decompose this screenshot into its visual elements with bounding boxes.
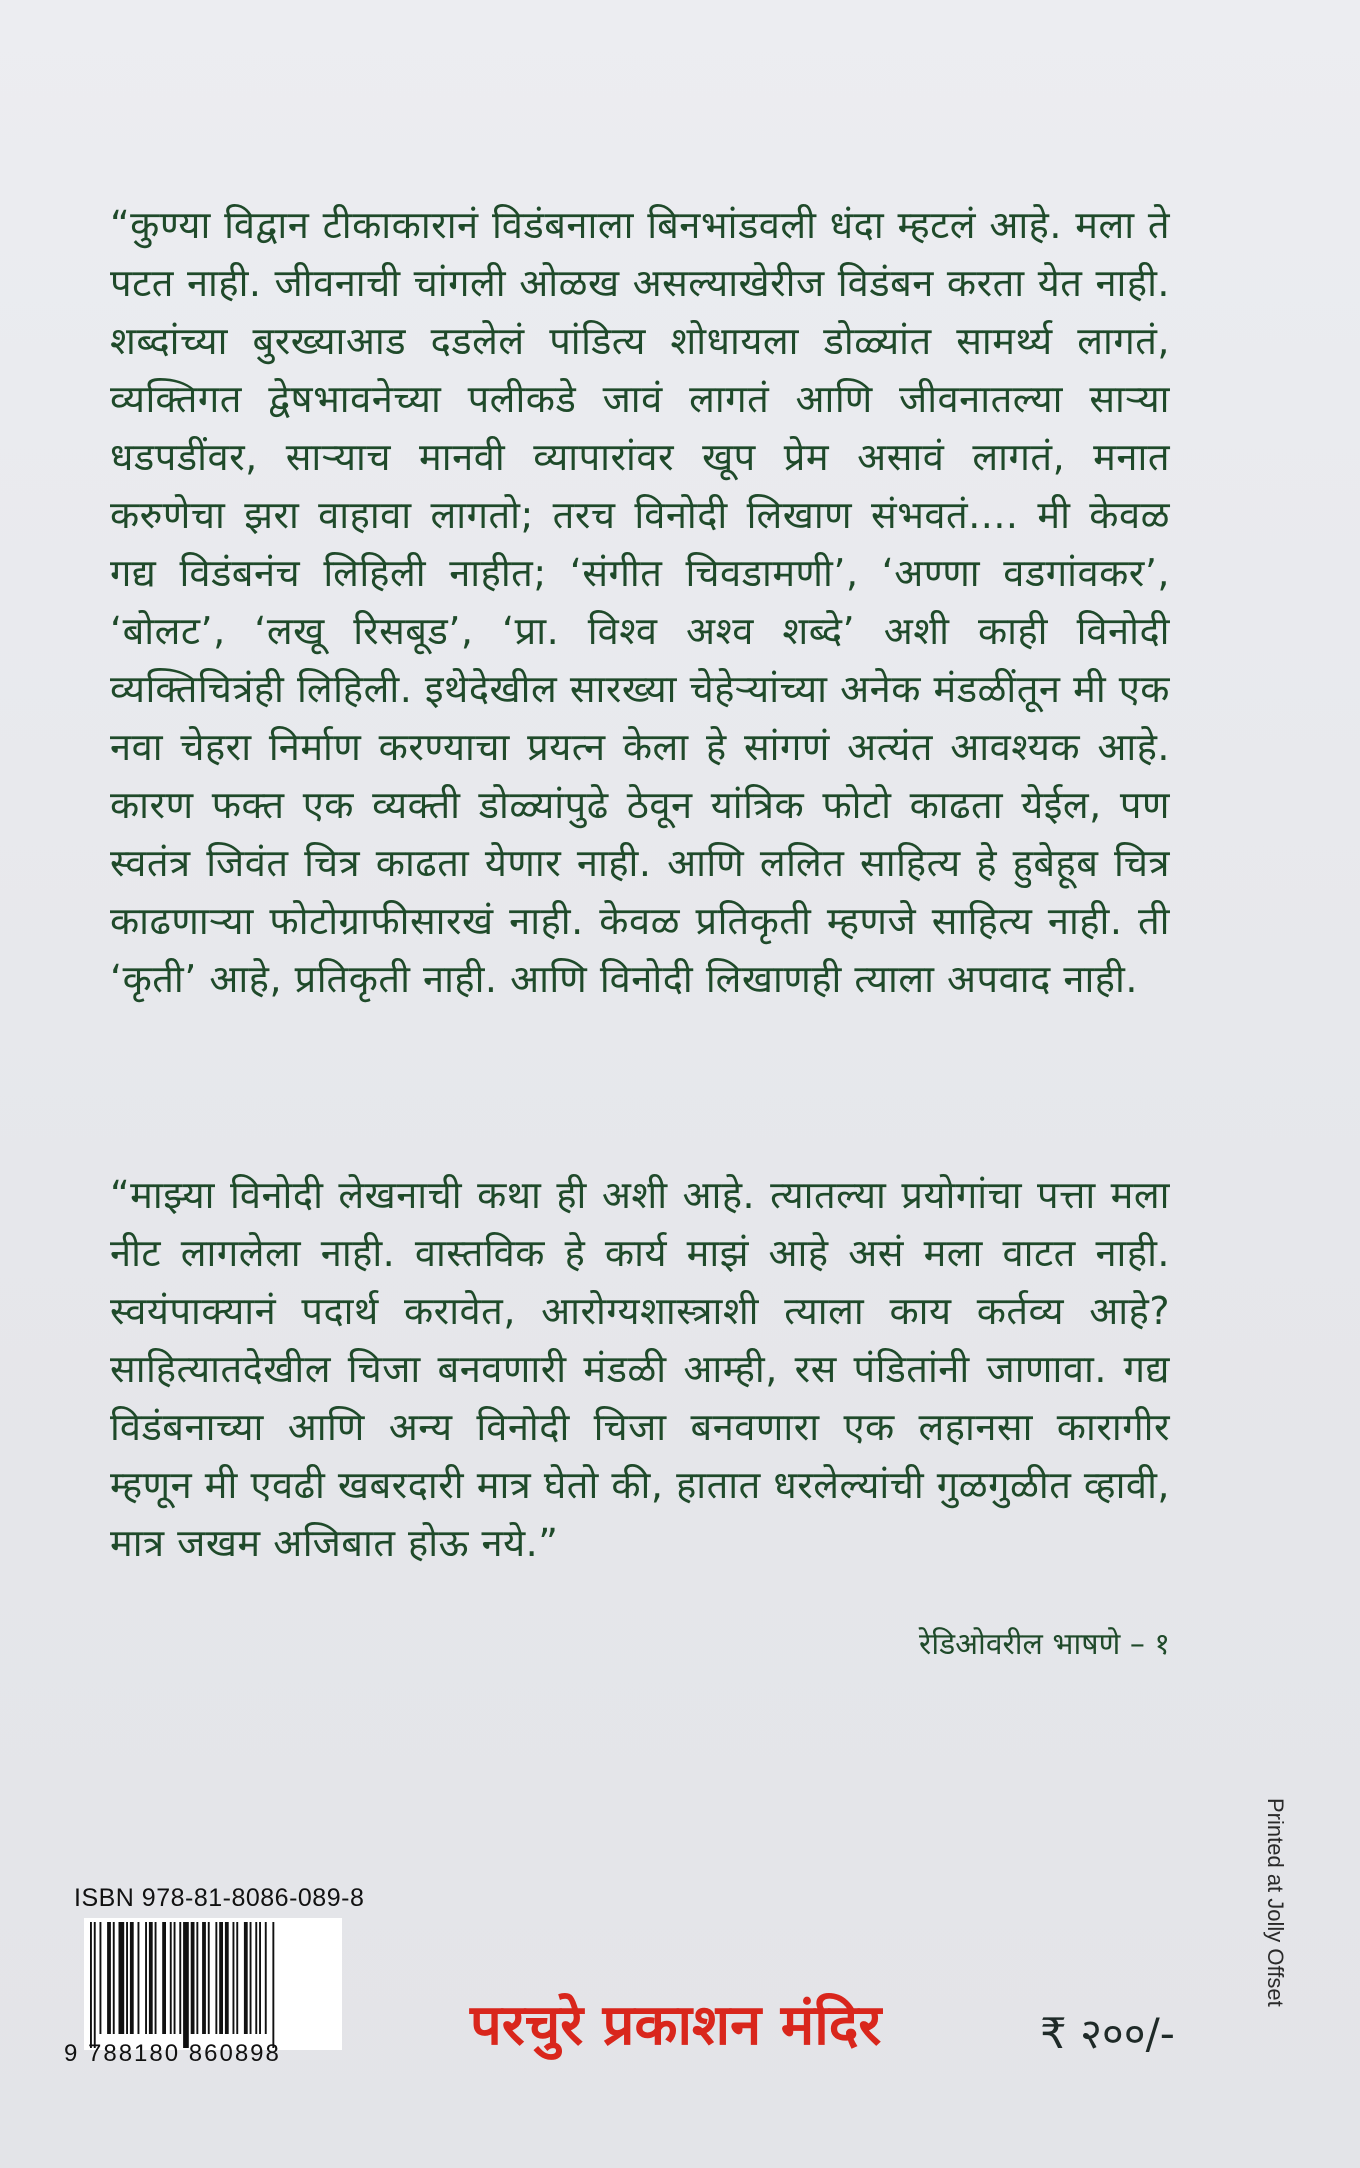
barcode-bar [183,1922,189,2048]
barcode-bar [130,1922,134,2034]
barcode-bar [119,1922,125,2034]
barcode-bar [219,1922,223,2034]
barcode-digits: 9 788180 860898 [64,2040,281,2067]
barcode-bar [202,1922,206,2034]
quote-source: रेडिओवरील भाषणे – १ [919,1627,1170,1662]
barcode-bar [244,1922,248,2034]
barcode-bar [90,1922,92,2048]
barcode-bar [196,1922,198,2034]
printer-credit: Printed at Jolly Offset [1263,1798,1288,2007]
barcode-bar [259,1922,261,2034]
barcode-bar [162,1922,166,2034]
barcode-bar [170,1922,172,2034]
barcode-bar [145,1922,147,2034]
barcode-bar [149,1922,153,2034]
barcode-bar [272,1922,274,2048]
barcode-bar [236,1922,238,2034]
barcode-bar [113,1922,115,2034]
barcode-bar [138,1922,140,2034]
barcode-image [84,1918,342,2050]
publisher-name: परचुरे प्रकाशन मंदिर [470,1993,882,2058]
barcode-bar [255,1922,257,2034]
barcode-bar [155,1922,157,2034]
isbn-label: ISBN 978-81-8086-089-8 [74,1884,365,1912]
barcode-bar [100,1922,102,2034]
barcode-bar [250,1922,252,2034]
barcode-bar [265,1922,267,2034]
barcode-bar [191,1922,195,2034]
barcode-bar [174,1922,176,2034]
price-label: ₹ २००/- [1040,2009,1175,2058]
barcode-bar [225,1922,229,2034]
barcode-bar [126,1922,128,2034]
barcode-bar [179,1922,181,2034]
barcode-bar [208,1922,210,2034]
barcode-bar [107,1922,111,2034]
barcode-bar [215,1922,217,2034]
barcode-bar [233,1922,235,2034]
blurb-paragraph-1: “कुण्या विद्वान टीकाकारानं विडंबनाला बिनभांडवली धंदा म्हटलं आहे. मला ते पटत नाही. जीवनाची चांगली ओळख असल्याखेरीज विडंबन करता येत नाही. शब्दांच्या बुरख्याआड दडलेलं पांडित्य शोधायला डोळ्यांत सामर्थ्य लागतं, व्यक्तिगत द्वेषभावनेच्या पलीकडे जावं लागतं आणि जीवनातल्या साऱ्या धडपडींवर, साऱ्याच मानवी व्यापारांवर खूप प्रेम असावं लागतं, मनात करुणेचा झरा वाहावा लागतो; तरच विनोदी लिखाण संभवतं.... मी केवळ गद्य विडंबनंच लिहिली नाहीत; ‘संगीत चिवडामणी’, ‘अण्णा वडगांवकर’, ‘बोलट’, ‘लखू रिसबूड’, ‘प्रा. विश्व अश्व शब्दे’ अशी काही विनोदी व्यक्तिचित्रंही लिहिली. इथेदेखील सारख्या चेहेऱ्यांच्या अनेक मंडळींतून मी एक नवा चेहरा निर्माण करण्याचा प्रयत्न केला हे सांगणं अत्यंत आवश्यक आहे. कारण फक्त एक व्यक्ती डोळ्यांपुढे ठेवून यांत्रिक फोटो काढता येईल, पण स्वतंत्र जिवंत चित्र काढता येणार नाही. आणि ललित साहित्य हे हुबेहूब चित्र काढणाऱ्या फोटोग्राफीसारखं नाही. केवळ प्रतिकृती म्हणजे साहित्य नाही. ती ‘कृती’ आहे, प्रतिकृती नाही. आणि विनोदी लिखाणही त्याला अपवाद नाही. [110,203,1170,1001]
blurb-paragraph-2: “माझ्या विनोदी लेखनाची कथा ही अशी आहे. त्यातल्या प्रयोगांचा पत्ता मला नीट लागलेला नाही. वास्तविक हे कार्य माझं आहे असं मला वाटत नाही. स्वयंपाक्यानं पदार्थ करावेत, आरोग्यशास्त्राशी त्याला काय कर्तव्य आहे? साहित्यातदेखील चिजा बनवणारी मंडळी आम्ही, रस पंडितांनी जाणावा. गद्य विडंबनाच्या आणि अन्य विनोदी चिजा बनवणारा एक लहानसा कारागीर म्हणून मी एवढी खबरदारी मात्र घेतो की, हातात धरलेल्यांची गुळगुळीत व्हावी, मात्र जखम अजिबात होऊ नये.” [110,1173,1170,1565]
barcode-bar [94,1922,96,2048]
